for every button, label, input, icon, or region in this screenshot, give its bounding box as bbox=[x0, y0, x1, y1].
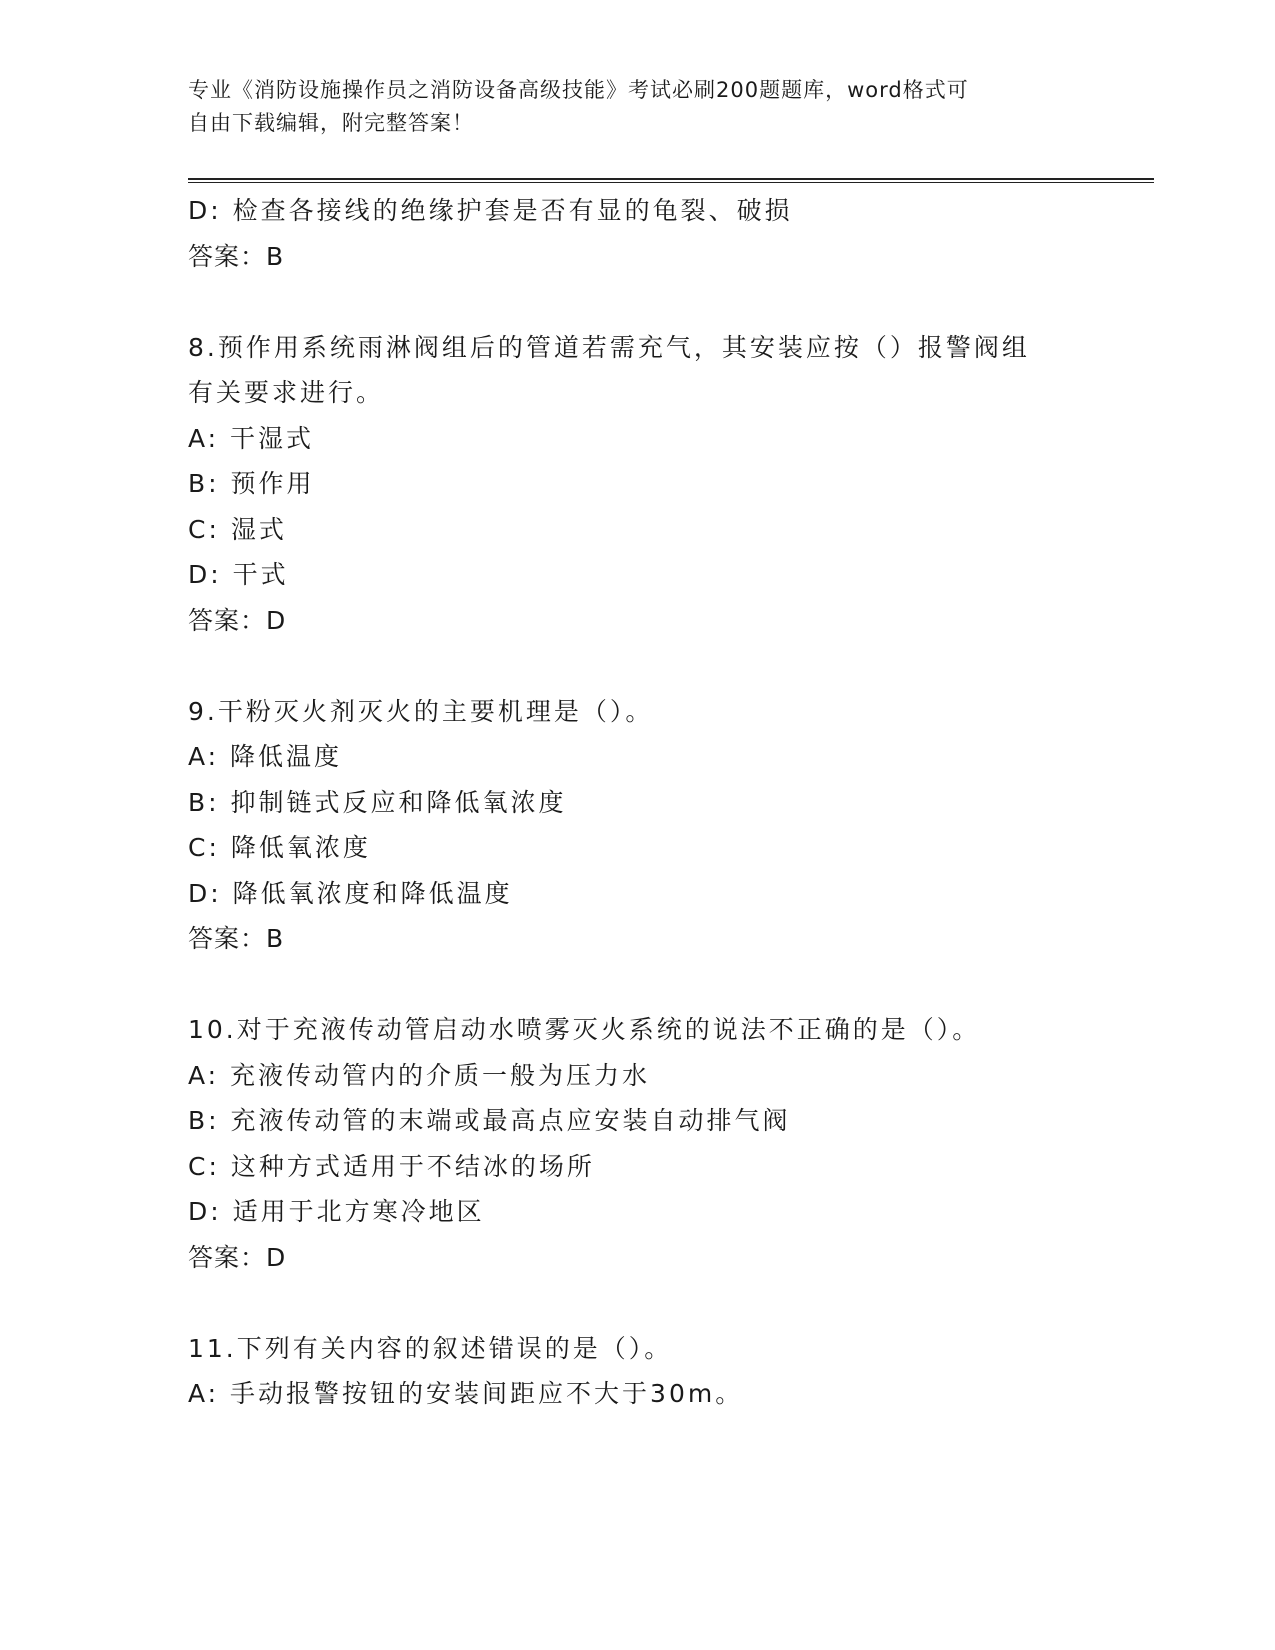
answer-line: 答案：D bbox=[188, 605, 287, 635]
question-8 bbox=[188, 325, 1068, 644]
answer-line: 答案：D bbox=[188, 1242, 287, 1272]
question-9 bbox=[188, 689, 1068, 962]
header-divider bbox=[188, 178, 1154, 183]
question-stem-continued: 有关要求进行。 bbox=[188, 378, 385, 407]
header-line-1: 专业《消防设施操作员之消防设备高级技能》考试必刷200题题库，word格式可 bbox=[188, 78, 969, 102]
document-header bbox=[188, 74, 1068, 140]
option-b: B: 预作用 bbox=[188, 469, 315, 498]
option-a: A: 降低温度 bbox=[188, 742, 343, 771]
question-list bbox=[188, 188, 1068, 1417]
question-10 bbox=[188, 1007, 1068, 1280]
spacer bbox=[188, 643, 1068, 689]
option-d: D: 检查各接线的绝缘护套是否有显的龟裂、破损 bbox=[188, 196, 793, 225]
question-stem: 11.下列有关内容的叙述错误的是（）。 bbox=[188, 1333, 673, 1363]
question-stem: 10.对于充液传动管启动水喷雾灭火系统的说法不正确的是（）。 bbox=[188, 1015, 981, 1044]
option-a: A: 手动报警按钮的安装间距应不大于30m。 bbox=[188, 1379, 744, 1408]
option-b: B: 充液传动管的末端或最高点应安装自动排气阀 bbox=[188, 1106, 791, 1135]
question-7 bbox=[188, 188, 1068, 279]
option-c: C: 湿式 bbox=[188, 514, 287, 544]
option-c: C: 降低氧浓度 bbox=[188, 833, 371, 862]
question-11 bbox=[188, 1326, 1068, 1417]
option-d: D: 干式 bbox=[188, 560, 289, 589]
option-a: A: 干湿式 bbox=[188, 423, 315, 453]
question-stem: 9.干粉灭火剂灭火的主要机理是（）。 bbox=[188, 696, 654, 726]
option-d: D: 适用于北方寒冷地区 bbox=[188, 1197, 485, 1226]
spacer bbox=[188, 279, 1068, 325]
option-a: A: 充液传动管内的介质一般为压力水 bbox=[188, 1060, 651, 1090]
option-c: C: 这种方式适用于不结冰的场所 bbox=[188, 1151, 595, 1181]
answer-line: 答案：B bbox=[188, 241, 285, 271]
header-line-2: 自由下载编辑，附完整答案！ bbox=[188, 111, 474, 135]
option-b: B: 抑制链式反应和降低氧浓度 bbox=[188, 787, 567, 817]
spacer bbox=[188, 962, 1068, 1008]
question-stem: 8.预作用系统雨淋阀组后的管道若需充气，其安装应按（）报警阀组 bbox=[188, 332, 1030, 362]
spacer bbox=[188, 1280, 1068, 1326]
answer-line: 答案：B bbox=[188, 924, 285, 953]
option-d: D: 降低氧浓度和降低温度 bbox=[188, 878, 513, 908]
